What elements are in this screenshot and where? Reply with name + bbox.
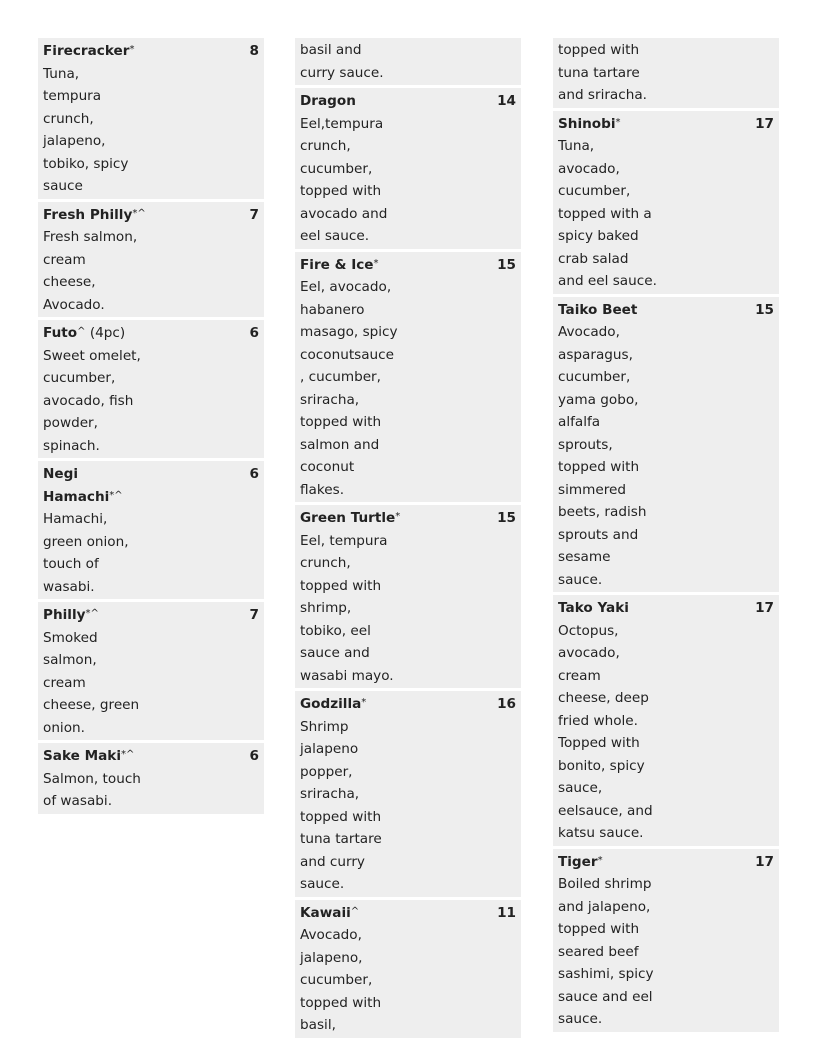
menu-item	[553, 595, 779, 846]
menu-item-description: Avocado, asparagus, cucumber, yama gobo, alfalfa sprouts, topped with simmered beets, radish sprouts and sesame sauce.	[558, 324, 647, 588]
menu-item-marks: *^	[109, 489, 123, 501]
menu-item-title: Green Turtle	[300, 510, 396, 526]
menu-item	[553, 297, 779, 593]
menu-item-name	[43, 40, 147, 63]
menu-item-name	[558, 299, 662, 322]
menu-item-title: Taiko Beet	[558, 301, 638, 318]
menu-item-note: (4pc)	[85, 325, 126, 341]
menu-item	[38, 602, 264, 740]
menu-item-marks: *	[597, 854, 603, 866]
menu-item-name	[300, 693, 404, 716]
menu-item	[553, 111, 779, 294]
menu-item-title: Sake Maki	[43, 748, 121, 764]
menu-item-description: Tuna, avocado, cucumber, topped with a spicy baked crab salad and eel sauce.	[558, 138, 657, 289]
menu-item-continued	[553, 38, 779, 108]
menu-item-title: Fire & Ice	[300, 256, 374, 273]
menu-item-description: Eel, avocado, habanero masago, spicy coconutsauce , cucumber, sriracha, topped with salmon and coconut flakes.	[300, 279, 398, 498]
menu-item-description: Hamachi, green onion, touch of wasabi.	[43, 511, 129, 595]
menu-item-description: Boiled shrimp and jalapeno, topped with seared beef sashimi, spicy sauce and eel sauce.	[558, 876, 654, 1027]
menu-item-title: Futo	[43, 325, 78, 341]
menu-item	[295, 88, 521, 249]
menu-item-title: Fresh Philly	[43, 206, 133, 223]
menu-item-description: Salmon, touch of wasabi.	[43, 770, 141, 809]
menu-item-title: Tiger	[558, 853, 598, 870]
menu-item-description: Sweet omelet, cucumber, avocado, fish powder, spinach.	[43, 347, 141, 454]
menu-item-name	[558, 113, 662, 136]
menu-item-description: Avocado, jalapeno, cucumber, topped with basil,	[300, 927, 382, 1033]
menu-item	[38, 38, 264, 199]
menu-item	[553, 849, 779, 1032]
menu-item-description: topped with tuna tartare and sriracha.	[558, 42, 648, 103]
menu-item-price: 6	[249, 325, 259, 341]
menu-item-marks: *	[373, 257, 379, 269]
menu-item-price: 14	[497, 93, 516, 109]
menu-item	[38, 202, 264, 318]
menu-item-marks: ^	[77, 326, 86, 337]
menu-item-price: 8	[249, 43, 259, 59]
menu-column-3	[553, 38, 779, 1035]
menu-item-price: 17	[755, 853, 774, 870]
menu-item-price: 15	[497, 256, 516, 273]
menu-item-description: Eel, tempura crunch, topped with shrimp, tobiko, eel sauce and wasabi mayo.	[300, 532, 394, 684]
menu-item-name	[43, 604, 147, 627]
menu-item-description: Shrimp jalapeno popper, sriracha, topped with tuna tartare and curry sauce.	[300, 718, 382, 892]
menu-item-price: 16	[497, 696, 516, 712]
menu-item-name	[300, 507, 404, 530]
menu-item-marks: ^	[350, 905, 360, 917]
menu-item-title: Kawaii	[300, 904, 351, 921]
menu-item-price: 11	[497, 904, 516, 921]
menu-item-description: Eel,tempura crunch, cucumber, topped with avocado and eel sauce.	[300, 115, 388, 244]
menu-item-name	[300, 90, 404, 113]
menu-item-description: Octopus, avocado, cream cheese, deep fried whole. Topped with bonito, spicy sauce, eelsauce, and katsu sauce.	[558, 622, 653, 841]
menu-item-marks: *^	[85, 608, 99, 619]
menu-item-continued	[295, 38, 521, 85]
menu-item-price: 17	[755, 115, 774, 132]
menu-item-marks: *	[361, 697, 367, 708]
menu-item-name	[300, 254, 404, 277]
menu-item-name	[43, 745, 147, 768]
menu-item-price: 17	[755, 600, 774, 616]
menu-item-price: 7	[249, 607, 259, 623]
menu-item-title: Godzilla	[300, 696, 362, 712]
menu-item	[295, 505, 521, 688]
menu-item	[38, 320, 264, 458]
menu-item-name	[300, 902, 404, 925]
menu-item-marks: *^	[132, 207, 146, 219]
menu-item-price: 7	[249, 206, 259, 223]
menu-item-marks: *	[615, 116, 621, 128]
menu-item	[295, 252, 521, 503]
menu-item	[38, 461, 264, 599]
menu-item-price: 6	[249, 466, 259, 482]
menu-item-title: Shinobi	[558, 115, 616, 132]
menu-item-name	[43, 322, 147, 345]
menu-item-title: Negi Hamachi	[43, 466, 110, 505]
menu-item-title: Firecracker	[43, 43, 130, 59]
menu-column-1	[38, 38, 264, 817]
menu-item-name	[43, 463, 147, 508]
menu-column-2	[295, 38, 521, 1041]
menu-item-marks: *	[395, 511, 401, 522]
menu-item-price: 15	[497, 510, 516, 526]
menu-item	[295, 691, 521, 897]
menu-item-name	[43, 204, 147, 227]
menu-item-description: Tuna, tempura crunch, jalapeno, tobiko, spicy sauce	[43, 65, 129, 194]
menu-item-description: basil and curry sauce.	[300, 42, 384, 81]
menu-item-description: Fresh salmon, cream cheese, Avocado.	[43, 229, 138, 313]
menu-item-marks: *	[129, 44, 135, 55]
menu-item-price: 15	[755, 301, 774, 318]
menu-item-name	[558, 597, 662, 620]
menu-item-price: 6	[249, 748, 259, 764]
menu-item-title: Dragon	[300, 93, 356, 109]
menu-item-title: Tako Yaki	[558, 600, 629, 616]
menu-item-name	[558, 851, 662, 874]
menu-item-marks: *^	[121, 749, 135, 760]
menu-item-title: Philly	[43, 607, 86, 623]
menu-item-description: Smoked salmon, cream cheese, green onion.	[43, 629, 140, 736]
menu-item	[295, 900, 521, 1038]
menu-item	[38, 743, 264, 814]
